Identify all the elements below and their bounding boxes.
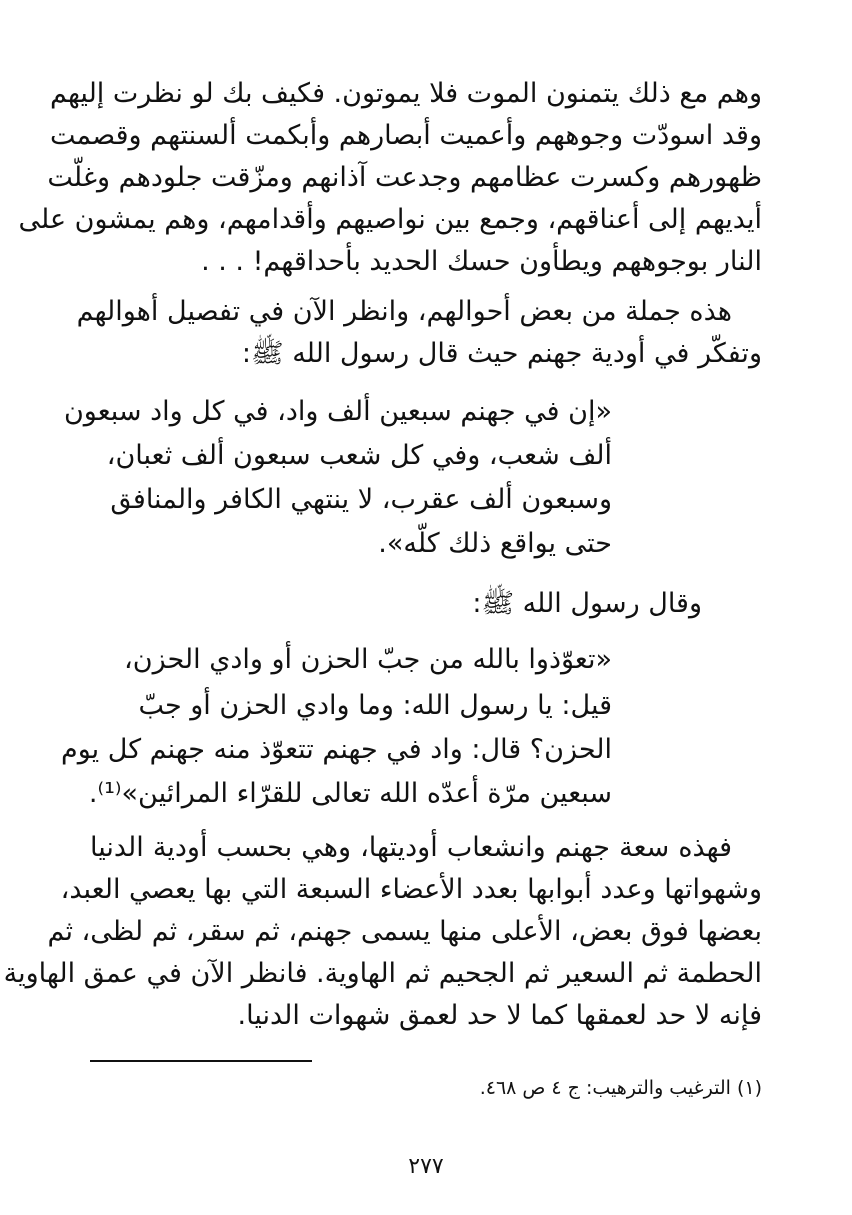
paragraph-1-line-5: النار بوجوههم ويطأون حسك الحديد بأحداقهم! . . .	[201, 246, 762, 277]
hadith-1-line-1: «إن في جهنم سبعين ألف واد، في كل واد سبعون	[63, 396, 612, 427]
paragraph-3-line-4: الحطمة ثم السعير ثم الجحيم ثم الهاوية. فانظر الآن في عمق الهاوية	[3, 958, 762, 989]
paragraph-1-line-4: أيديهم إلى أعناقهم، وجمع بين نواصيهم وأقدامهم، وهم يمشون على	[18, 204, 762, 235]
paragraph-3-line-3: بعضها فوق بعض، الأعلى منها يسمى جهنم، ثم سقر، ثم لظى، ثم	[47, 916, 762, 947]
paragraph-3-line-2: وشهواتها وعدد أبوابها بعدد الأعضاء السبعة التي بها يعصي العبد،	[60, 874, 762, 905]
hadith-1-line-4: حتى يواقع ذلك كلّه».	[378, 528, 612, 559]
hadith-2-line-4: سبعين مرّة أعدّه الله تعالى للقرّاء المرائين»⁽¹⁾.	[88, 778, 612, 809]
hadith-1-line-3: وسبعون ألف عقرب، لا ينتهي الكافر والمنافق	[110, 484, 612, 515]
hadith-2-line-3: الحزن؟ قال: واد في جهنم تتعوّذ منه جهنم كل يوم	[60, 734, 612, 765]
hadith-2-intro: وقال رسول الله ﷺ:	[472, 588, 702, 619]
paragraph-3-line-5: فإنه لا حد لعمقها كما لا حد لعمق شهوات الدنيا.	[237, 1000, 762, 1031]
page-number: ٢٧٧	[408, 1154, 444, 1179]
paragraph-2-line-1: هذه جملة من بعض أحوالهم، وانظر الآن في تفصيل أهوالهم	[76, 296, 732, 327]
footnote: (١) الترغيب والترهيب: ج ٤ ص ٤٦٨.	[479, 1077, 762, 1099]
hadith-2-line-2: قيل: يا رسول الله: وما وادي الحزن أو جبّ	[138, 690, 612, 721]
paragraph-1-line-1: وهم مع ذلك يتمنون الموت فلا يموتون. فكيف بك لو نظرت إليهم	[50, 78, 762, 109]
paragraph-1-line-2: وقد اسودّت وجوههم وأعميت أبصارهم وأبكمت ألسنتهم وقصمت	[50, 120, 762, 151]
paragraph-3-line-1: فهذه سعة جهنم وانشعاب أوديتها، وهي بحسب أودية الدنيا	[90, 832, 732, 863]
paragraph-1-line-3: ظهورهم وكسرت عظامهم وجدعت آذانهم ومزّقت جلودهم وغلّت	[47, 162, 762, 193]
paragraph-2-line-2: وتفكّر في أودية جهنم حيث قال رسول الله ﷺ:	[241, 338, 762, 369]
hadith-2-line-1: «تعوّذوا بالله من جبّ الحزن أو وادي الحزن،	[124, 644, 612, 675]
hadith-1-line-2: ألف شعب، وفي كل شعب سبعون ألف ثعبان،	[106, 440, 612, 471]
footnote-divider	[90, 1060, 312, 1062]
